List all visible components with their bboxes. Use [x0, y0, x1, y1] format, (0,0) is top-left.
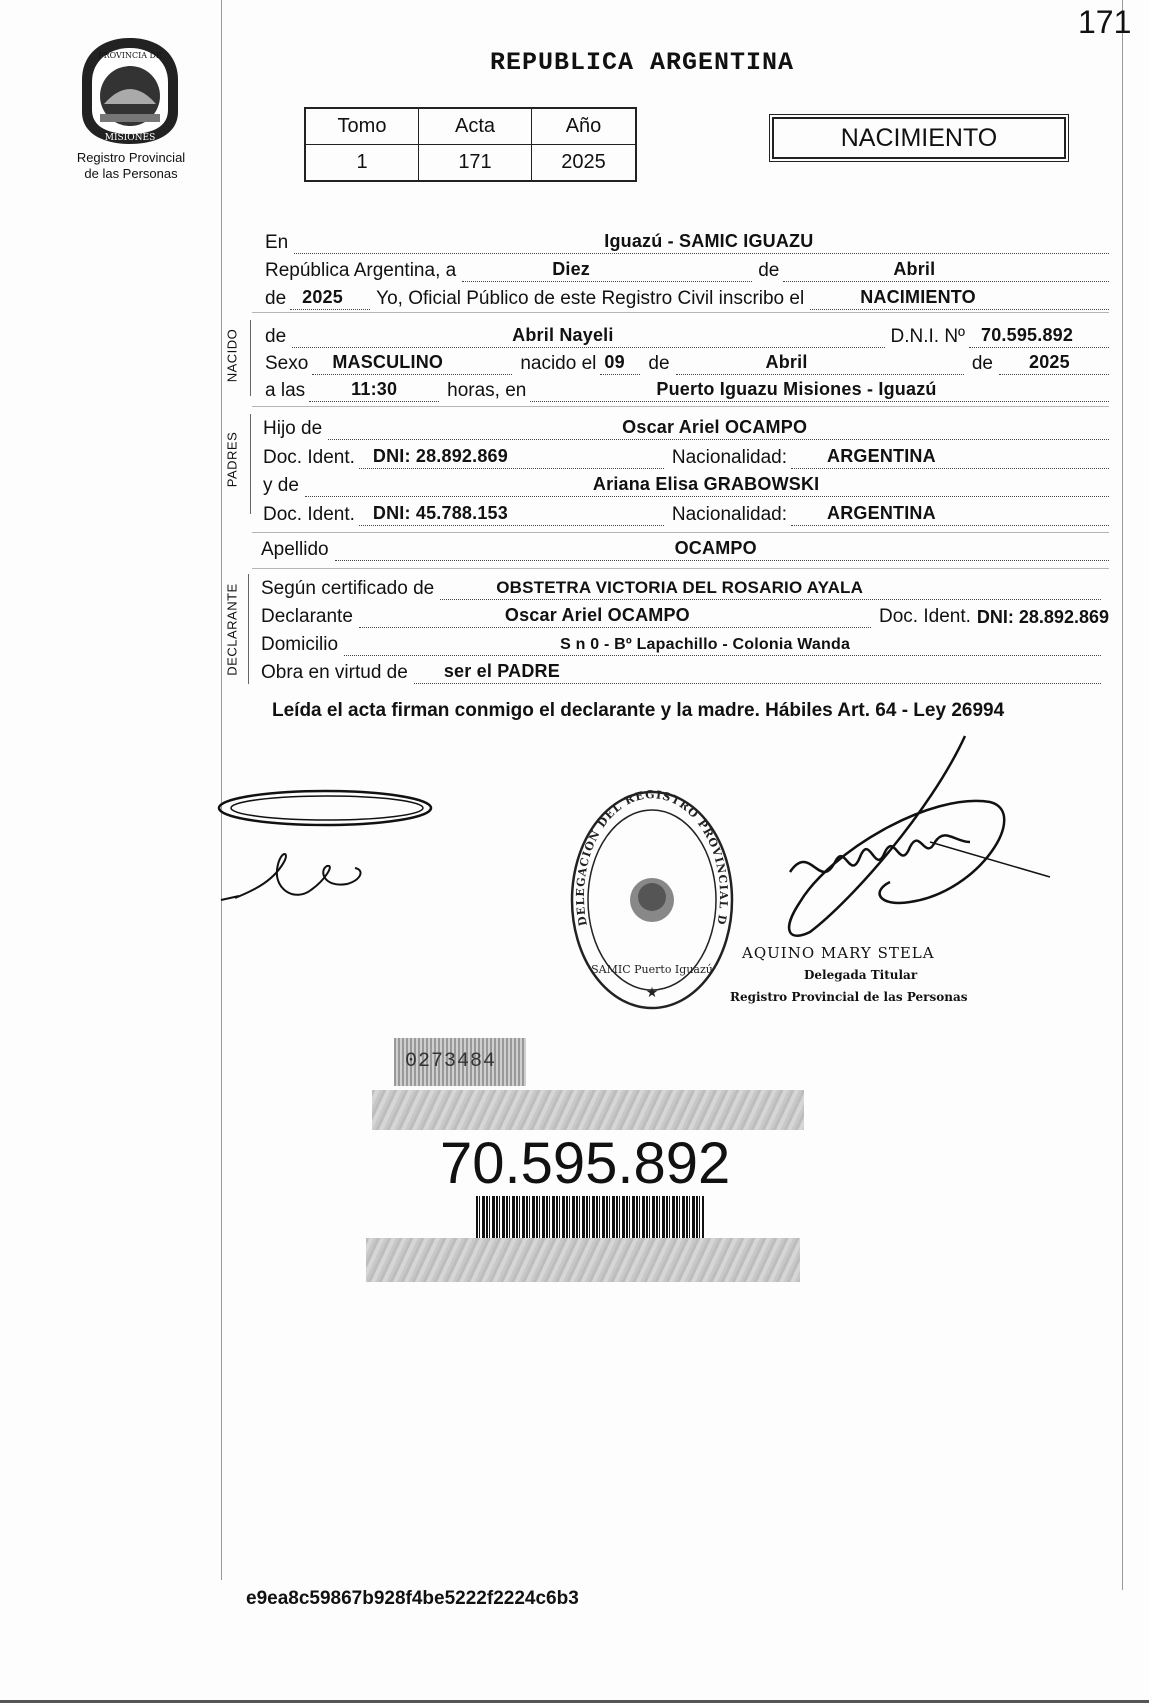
born-month-label: de [648, 353, 670, 374]
hours-label: horas, en [447, 380, 527, 401]
mother-doc-label: Doc. Ident. [263, 504, 355, 525]
place-value: Iguazú - SAMIC IGUAZU [604, 231, 814, 251]
signer-institution: Registro Provincial de las Personas [730, 990, 968, 1004]
act-type-box: NACIMIENTO [772, 117, 1066, 159]
father-nationality: ARGENTINA [827, 446, 936, 466]
parents-bracket [250, 414, 251, 514]
act-value: NACIMIENTO [860, 287, 976, 307]
sex-label: Sexo [265, 353, 309, 374]
surname-label: Apellido [261, 539, 329, 560]
misiones-logo [74, 34, 186, 153]
acting-label: Obra en virtud de [261, 662, 408, 683]
declarant-name: Oscar Ariel OCAMPO [504, 605, 690, 625]
closing-note: Leída el acta firman conmigo el declarante y la madre. Hábiles Art. 64 - Ley 26994 [272, 700, 1005, 721]
declarant-row [261, 602, 1109, 628]
place-row [265, 228, 1109, 254]
republic-label: República Argentina, a [265, 260, 457, 281]
born-name: Abril Nayeli [512, 325, 614, 345]
registry-table [304, 107, 637, 182]
year-value: 2025 [302, 287, 343, 307]
dni-large: 70.595.892 [440, 1131, 731, 1196]
born-bracket [250, 320, 251, 396]
surname-row [261, 535, 1109, 561]
and-label: y de [263, 475, 299, 496]
sex-value: MASCULINO [332, 352, 444, 372]
born-de-label: de [265, 326, 287, 347]
svg-text:★: ★ [645, 984, 659, 1000]
time-label: a las [265, 380, 306, 401]
signer-role: Delegada Titular [804, 968, 918, 982]
signer-name: AQUINO MARY STELA [742, 944, 935, 962]
dni-label: D.N.I. Nº [890, 326, 965, 347]
mother-row [263, 471, 1109, 497]
certificate-value: OBSTETRA VICTORIA DEL ROSARIO AYALA [496, 578, 864, 597]
statement-text: Yo, Oficial Público de este Registro Civil inscribo el [376, 288, 805, 309]
born-on-label: nacido el [520, 353, 597, 374]
acting-row [261, 658, 1101, 684]
born-day: 09 [604, 352, 625, 372]
anio-value: 2025 [532, 145, 637, 182]
father-doc-row [263, 443, 1109, 469]
section-divider [252, 406, 1109, 407]
official-seal [565, 785, 740, 1020]
right-margin-line [1122, 0, 1123, 1590]
de-year-label: de [265, 288, 287, 309]
declarant-doc: DNI: 28.892.869 [976, 607, 1109, 627]
declarant-signature [215, 780, 445, 935]
surname-value: OCAMPO [674, 538, 757, 558]
tomo-value: 1 [305, 145, 419, 182]
official-signature [730, 732, 1060, 957]
registry-label [46, 150, 216, 182]
born-place: Puerto Iguazu Misiones - Iguazú [656, 379, 937, 399]
statement-row [265, 284, 1109, 310]
section-divider [252, 312, 1109, 313]
day-value: Diez [552, 259, 590, 279]
born-sex-row [265, 349, 1109, 375]
tomo-header: Tomo [305, 108, 419, 145]
address-label: Domicilio [261, 634, 339, 655]
mother-nationality: ARGENTINA [827, 503, 936, 523]
page-title: REPUBLICA ARGENTINA [490, 48, 795, 77]
section-divider [252, 568, 1109, 569]
svg-text:DELEGACION DEL REGISTRO PROVIN: DELEGACION DEL REGISTRO PROVINCIAL D [573, 788, 731, 927]
born-section-label: NACIDO [224, 328, 240, 383]
born-month: Abril [765, 352, 808, 372]
born-year: 2025 [1029, 352, 1070, 372]
declarant-doc-label: Doc. Ident. [879, 606, 971, 627]
security-band-bottom [366, 1238, 800, 1282]
father-doc: DNI: 28.892.869 [372, 446, 508, 466]
registry-label-line2: de las Personas [84, 166, 178, 181]
registry-label-line1: Registro Provincial [76, 150, 186, 165]
born-name-row [265, 322, 1109, 348]
mother-nationality-label: Nacionalidad: [671, 504, 788, 525]
acta-header: Acta [419, 108, 532, 145]
declarant-label: Declarante [261, 606, 353, 627]
address-row [261, 630, 1101, 656]
son-of-label: Hijo de [263, 418, 323, 439]
mother-doc-row [263, 500, 1109, 526]
security-band-top [372, 1090, 804, 1130]
document-hash: e9ea8c59867b928f4be5222f2224c6b3 [246, 1588, 579, 1609]
acting-value: ser el PADRE [443, 661, 560, 681]
certificate-row [261, 574, 1101, 600]
father-doc-label: Doc. Ident. [263, 447, 355, 468]
svg-text:SAMIC Puerto Iguazú: SAMIC Puerto Iguazú [591, 963, 713, 976]
svg-text:MISIONES: MISIONES [104, 133, 156, 143]
page-number: 171 [1078, 4, 1132, 40]
declarant-section-label: DECLARANTE [224, 583, 240, 676]
acta-value: 171 [419, 145, 532, 182]
anio-header: Año [532, 108, 637, 145]
born-year-label: de [971, 353, 993, 374]
born-dni: 70.595.892 [981, 325, 1074, 345]
section-divider [252, 532, 1109, 533]
father-nationality-label: Nacionalidad: [671, 447, 788, 468]
de-label: de [758, 260, 780, 281]
serial-number: 0273484 [405, 1050, 497, 1073]
father-row [263, 414, 1109, 440]
address-value: S n 0 - Bº Lapachillo - Colonia Wanda [560, 636, 851, 653]
date-row [265, 256, 1109, 282]
mother-name: Ariana Elisa GRABOWSKI [592, 474, 820, 494]
parents-section-label: PADRES [224, 431, 240, 488]
father-name: Oscar Ariel OCAMPO [622, 417, 808, 437]
en-label: En [265, 232, 289, 253]
born-time: 11:30 [351, 379, 398, 399]
barcode [476, 1196, 704, 1238]
certificate-label: Según certificado de [261, 578, 435, 599]
declarant-bracket [248, 574, 249, 684]
bottom-edge [0, 1700, 1149, 1703]
month-value: Abril [893, 259, 936, 279]
mother-doc: DNI: 45.788.153 [372, 503, 508, 523]
born-time-row [265, 376, 1109, 402]
svg-text:PROVINCIA DE: PROVINCIA DE [98, 51, 162, 60]
